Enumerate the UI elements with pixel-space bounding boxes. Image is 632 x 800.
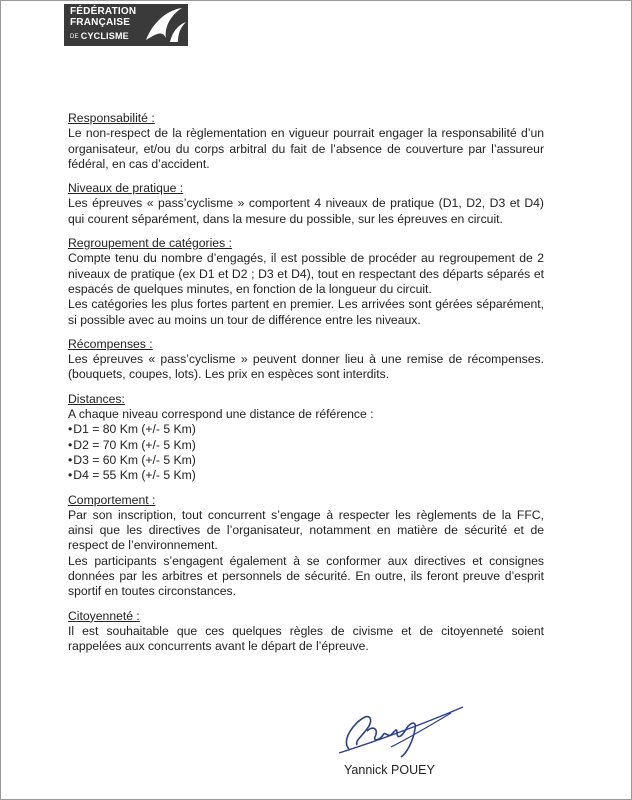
- section-heading: Niveaux de pratique :: [68, 181, 184, 196]
- list-item: • D1 = 80 Km (+/- 5 Km): [68, 422, 544, 437]
- section: [68, 236, 544, 328]
- list-item: • D2 = 70 Km (+/- 5 Km): [68, 438, 544, 453]
- logo-line-1: FÉDÉRATION: [70, 6, 137, 17]
- section-paragraph: Le non-respect de la règlementation en vigueur pourrait engager la responsabilité d’un organisateur, et/ou du corps arbitral du fait de l’absence de couverture par l’assureur fédéral, en cas d’accident.: [68, 126, 544, 171]
- section-paragraph: A chaque niveau correspond une distance de référence :: [68, 407, 374, 422]
- section-paragraph: Compte tenu du nombre d’engagés, il est possible de procéder au regroupement de 2 niveaux de pratique (ex D1 et D2 ; D3 et D4), tout en respectant des départs séparés et espacés de quelques minutes, en fonction de la longueur du circuit.: [68, 251, 544, 296]
- handwritten-signature: [331, 701, 471, 761]
- section: [68, 181, 544, 227]
- cyclist-swoosh-icon: [142, 4, 188, 46]
- signer-name: Yannick POUEY: [344, 763, 435, 777]
- section-paragraph: Il est souhaitable que ces quelques règles de civisme et de citoyenneté soient rappelées aux concurrents avant le départ de l’épreuve.: [68, 623, 544, 654]
- list-item: • D3 = 60 Km (+/- 5 Km): [68, 453, 544, 468]
- section-paragraph: Les épreuves « pass’cyclisme » comportent 4 niveaux de pratique (D1, D2, D3 et D4) qui courent séparément, dans la mesure du possible, sur les épreuves en circuit.: [68, 196, 544, 226]
- section: [68, 609, 544, 655]
- section-paragraph: Les catégories les plus fortes partent en premier. Les arrivées sont gérées séparément, si possible avec au moins un tour de différence entre les niveaux.: [68, 297, 544, 327]
- logo-prefix: DE: [70, 34, 79, 40]
- section-heading: Responsabilité :: [68, 111, 155, 125]
- document-body: [68, 111, 544, 664]
- section-heading: Comportement :: [68, 492, 156, 507]
- section-heading: Citoyenneté :: [68, 608, 140, 623]
- section-heading: Regroupement de catégories :: [68, 236, 232, 251]
- section-paragraph: Les participants s’engagent également à se conformer aux directives et consignes données par les arbitres et personnels de sécurité. En outre, ils feront preuve d’esprit sportif en toutes circonstances.: [68, 553, 544, 599]
- section-heading: Récompenses :: [68, 336, 153, 351]
- distance-list: [68, 422, 544, 483]
- logo-line-2: FRANÇAISE: [70, 17, 131, 28]
- section-heading: Distances:: [68, 391, 125, 406]
- list-item: • D4 = 55 Km (+/- 5 Km): [68, 468, 544, 483]
- logo-line-3-text: CYCLISME: [80, 31, 129, 41]
- section: [68, 493, 544, 600]
- section: [68, 337, 544, 383]
- ffc-logo: [64, 4, 188, 46]
- section-paragraph: Par son inscription, tout concurrent s’engage à respecter les règlements de la FFC, ainsi que les directives de l’organisateur, notamment en matière de sécurité et de respect de l’environnement.: [68, 507, 544, 553]
- section: [68, 392, 544, 484]
- section-paragraph: Les épreuves « pass’cyclisme » peuvent donner lieu à une remise de récompenses. (bouquets, coupes, lots). Les prix en espèces sont interdits.: [68, 352, 544, 382]
- logo-line-3: [70, 31, 129, 41]
- section: [68, 111, 544, 172]
